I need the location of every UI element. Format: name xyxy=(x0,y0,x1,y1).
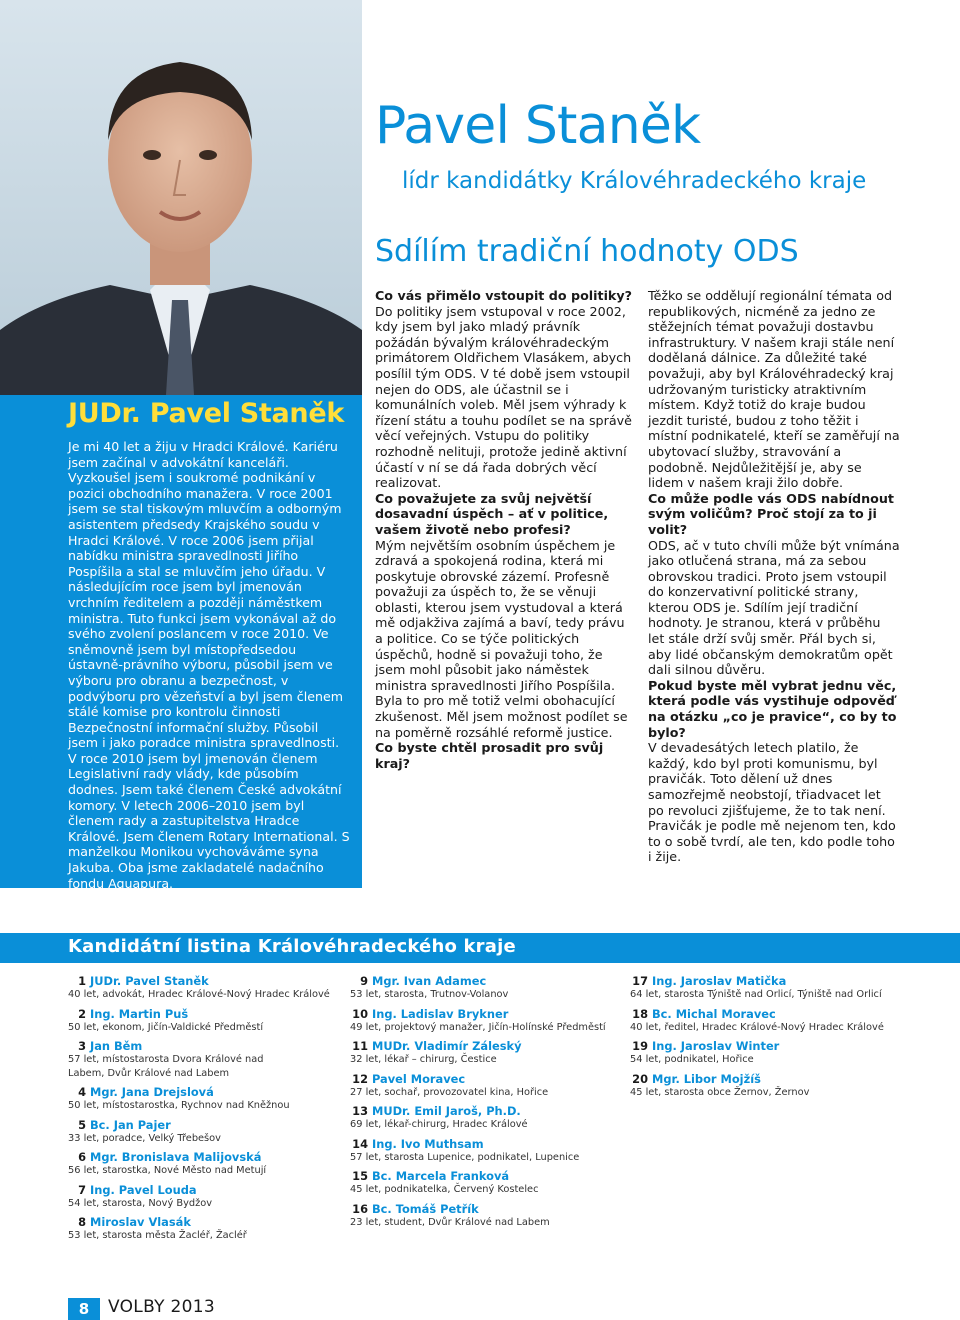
candidate-detail: 53 let, starosta, Trutnov-Volanov xyxy=(350,989,509,1000)
candidate-number: 10 xyxy=(352,1006,368,1021)
candidate-name: Ing. Ladislav Brykner xyxy=(372,1006,509,1021)
candidate-name: Ing. Martin Puš xyxy=(90,1006,189,1021)
interview-column-2 xyxy=(648,288,900,865)
candidate-number: 16 xyxy=(352,1201,368,1216)
candidate-item xyxy=(68,1183,348,1211)
candidate-item xyxy=(350,1137,620,1165)
candidate-detail: 49 let, projektový manažer, Jičín-Holínské Předměstí xyxy=(350,1021,606,1033)
candidate-detail: 50 let, ekonom, Jičín-Valdické Předměstí xyxy=(68,1021,264,1033)
bio-section xyxy=(68,398,350,891)
candidate-number: 7 xyxy=(78,1182,86,1197)
candidate-column-3 xyxy=(630,974,930,1104)
candidate-name: Bc. Tomáš Petřík xyxy=(372,1201,479,1216)
candidate-detail: 45 let, starosta obce Žernov, Žernov xyxy=(630,1086,810,1098)
candidate-number: 20 xyxy=(632,1071,648,1086)
candidate-item xyxy=(68,974,348,1002)
answer-5: V devadesátých letech platilo, že každý, kdo byl proti komunismu, byl pravičák. Toto dělení už dnes samozřejmě neobstojí, třiadvacet let po revoluci zjišťujeme, že to tak není. Pravičák je podle mě nejenom ten, kdo to o sobě tvrdí, ale ten, kdo podle toho i žije. xyxy=(648,740,896,865)
portrait-illustration xyxy=(0,0,362,395)
candidate-detail: 56 let, starostka, Nové Město nad Metují xyxy=(68,1165,267,1176)
candidate-name: Bc. Marcela Franková xyxy=(372,1169,510,1183)
candidate-name: Mgr. Ivan Adamec xyxy=(372,974,487,988)
candidate-item xyxy=(350,1202,620,1230)
candidate-name: Ing. Ivo Muthsam xyxy=(372,1136,484,1151)
candidate-number: 9 xyxy=(360,974,368,988)
candidate-detail: 64 let, starosta Týniště nad Orlicí, Týniště nad Orlicí xyxy=(630,989,882,1000)
candidate-item xyxy=(630,974,930,1002)
candidate-item xyxy=(68,1150,348,1178)
candidate-detail: 32 let, lékař – chirurg, Čestice xyxy=(350,1054,497,1065)
candidate-detail: 57 let, starosta Lupenice, podnikatel, Lupenice xyxy=(350,1151,580,1163)
candidate-name: Mgr. Libor Mojžíš xyxy=(652,1071,761,1086)
candidate-detail: 40 let, ředitel, Hradec Králové-Nový Hradec Králové xyxy=(630,1021,884,1033)
candidate-name: Bc. Michal Moravec xyxy=(652,1006,776,1021)
candidate-item xyxy=(630,1072,930,1100)
candidate-number: 3 xyxy=(78,1039,86,1053)
candidate-item xyxy=(68,1215,348,1243)
candidate-number: 8 xyxy=(78,1215,86,1229)
candidate-number: 5 xyxy=(78,1117,86,1132)
candidate-item xyxy=(68,1039,348,1080)
question-4: Co může podle vás ODS nabídnout svým voličům? Proč stojí za to ji volit? xyxy=(648,490,894,537)
footer-label: VOLBY 2013 xyxy=(108,1297,215,1317)
candidate-name: Pavel Moravec xyxy=(372,1071,466,1086)
question-3: Co byste chtěl prosadit pro svůj kraj? xyxy=(375,740,604,771)
candidate-detail: 57 let, místostarosta Dvora Králové nad Labem, Dvůr Králové nad Labem xyxy=(68,1054,264,1079)
candidate-name: Ing. Jaroslav Winter xyxy=(652,1039,780,1053)
candidate-number: 4 xyxy=(78,1085,86,1099)
candidate-number: 18 xyxy=(632,1006,648,1021)
question-2: Co považujete za svůj největší dosavadní úspěch – ať v politice, vašem životě nebo profesi? xyxy=(375,490,609,537)
candidate-detail: 54 let, starosta, Nový Bydžov xyxy=(68,1197,213,1209)
candidate-number: 2 xyxy=(78,1006,86,1021)
answer-3: Těžko se oddělují regionální témata od republikových, nicméně za jedno ze stěžejních témat považuji dostavbu infrastruktury. V našem kraji stále není dodělaná dálnice. Za důležité také považuji, aby byl Královéhradecký kraj udržovaným turisticky atraktivním místem. Když totiž do kraje budou jezdit turisté, budou z toho těžit i místní podnikatelé, kteří se zaměřují na ubytovací služby, stravování a podobně. Nejdůležitější je, aby se lidem v našem kraji žilo dobře. xyxy=(648,288,900,491)
candidate-detail: 45 let, podnikatelka, Červený Kostelec xyxy=(350,1184,539,1195)
interview-column-1 xyxy=(375,288,633,771)
candidate-name: Mgr. Bronislava Malijovská xyxy=(90,1150,262,1164)
candidate-detail: 69 let, lékař-chirurg, Hradec Králové xyxy=(350,1119,528,1130)
candidate-detail: 54 let, podnikatel, Hořice xyxy=(630,1054,754,1065)
candidate-item xyxy=(350,1104,620,1132)
candidate-name: Miroslav Vlasák xyxy=(90,1215,191,1229)
portrait-photo xyxy=(0,0,362,395)
candidate-item xyxy=(68,1085,348,1113)
candidate-name: Mgr. Jana Drejslová xyxy=(90,1085,214,1099)
candidate-number: 17 xyxy=(632,974,648,988)
bio-text: Je mi 40 let a žiju v Hradci Králové. Kariéru jsem začínal v advokátní kanceláři. Vyzkoušel jsem i soukromé podnikání v pozici obchodního manažera. V roce 2001 jsem se stal tiskovým mluvčím a odborným asistentem předsedy Krajského soudu v Hradci Králové. V roce 2006 jsem přijal nabídku ministra spravedlnosti Jiřího Pospíšila a stal se mluvčím jeho úřadu. V následujícím roce jsem byl jmenován vrchním ředitelem a později náměstkem ministra. Tuto funkci jsem vykonával až do svého zvolení poslancem v roce 2010. Ve sněmovně jsem byl místopředsedou ústavně-právního výboru, působil jsem ve výboru pro obranu a bezpečnost, v podvýboru pro vězeňství a byl jsem členem stálé komise pro kontrolu činnosti Bezpečnostní informační služby. Působil jsem i jako poradce ministra spravedlnosti. V roce 2010 jsem byl jmenován členem Legislativní rady vlády, kde působím dodnes. Jsem také členem České advokátní komory. V letech 2006–2010 jsem byl členem rady a zastupitelstva Hradce Králové. Jsem členem Rotary International. S manželkou Monikou vychováváme syna Jakuba. Oba jsme zakladatelé nadačního fondu Aquapura. xyxy=(68,439,350,891)
candidate-item xyxy=(350,1039,620,1067)
candidate-name: Ing. Jaroslav Matička xyxy=(652,974,787,988)
hero-subtitle: lídr kandidátky Královéhradeckého kraje xyxy=(402,168,867,194)
candidate-item xyxy=(350,1169,620,1197)
candidate-name: JUDr. Pavel Staněk xyxy=(90,974,209,988)
candidate-item xyxy=(350,1072,620,1100)
candidate-item xyxy=(350,1007,620,1035)
answer-1: Do politiky jsem vstupoval v roce 2002, kdy jsem byl jako mladý právník požádán bývalým královéhradeckým primátorem Oldřichem Vlasákem, abych posílil tým ODS. V té době jsem vstoupil nejen do ODS, ale účastnil se i komunálních voleb. Měl jsem výhrady k řízení státu a touhu podílet se na správě věcí veřejných. Vstupu do politiky rozhodně nelituji, protože jedině aktivní účastí v ní se dá řada dobrých věcí realizovat. xyxy=(375,303,632,491)
candidate-number: 11 xyxy=(352,1039,368,1053)
candidate-list-title: Kandidátní listina Královéhradeckého kraje xyxy=(68,936,516,957)
candidate-detail: 33 let, poradce, Velký Třebešov xyxy=(68,1132,221,1144)
candidate-item xyxy=(630,1007,930,1035)
candidate-number: 15 xyxy=(352,1169,368,1183)
interview-title: Sdílím tradiční hodnoty ODS xyxy=(375,234,799,269)
candidate-name: Bc. Jan Pajer xyxy=(90,1117,171,1132)
candidate-detail: 27 let, sochař, provozovatel kina, Hořice xyxy=(350,1086,549,1098)
candidate-detail: 53 let, starosta města Žacléř, Žacléř xyxy=(68,1230,247,1241)
answer-2: Mým největším osobním úspěchem je zdravá a spokojená rodina, která mi poskytuje obrovské zázemí. Profesně považuji za úspěch to, že se věnuji oblasti, kterou jsem vystudoval a která mě odjakživa zajímá a baví, tedy právu a politice. Co se týče politických úspěchů, hodně si považuji toho, že jsem mohl působit jako náměstek ministra spravedlnosti Jiřího Pospíšila. Byla to pro mě totiž velmi obohacující zkušenost. Měl jsem možnost podílet se na poměrně rozsáhlé reformě justice. xyxy=(375,537,628,740)
candidate-number: 12 xyxy=(352,1071,368,1086)
candidate-item xyxy=(68,1118,348,1146)
candidate-name: MUDr. Emil Jaroš, Ph.D. xyxy=(372,1104,521,1118)
candidate-column-1 xyxy=(68,974,348,1248)
candidate-name: Jan Běm xyxy=(90,1039,143,1053)
bio-title: JUDr. Pavel Staněk xyxy=(68,398,345,429)
candidate-number: 19 xyxy=(632,1039,648,1053)
question-1: Co vás přimělo vstoupit do politiky? xyxy=(375,288,632,303)
candidate-number: 1 xyxy=(78,974,86,988)
page-number: 8 xyxy=(68,1298,100,1320)
candidate-name: MUDr. Vladimír Záleský xyxy=(372,1039,522,1053)
candidate-number: 6 xyxy=(78,1150,86,1164)
question-5: Pokud byste měl vybrat jednu věc, která podle vás vystihuje odpověď na otázku „co je pravice“, co by to bylo? xyxy=(648,677,897,740)
candidate-number: 14 xyxy=(352,1136,368,1151)
candidate-name: Ing. Pavel Louda xyxy=(90,1182,197,1197)
candidate-number: 13 xyxy=(352,1104,368,1118)
candidate-detail: 50 let, místostarostka, Rychnov nad Kněžnou xyxy=(68,1100,290,1111)
candidate-detail: 23 let, student, Dvůr Králové nad Labem xyxy=(350,1216,550,1228)
answer-4: ODS, ač v tuto chvíli může být vnímána jako otlučená strana, má za sebou obrovskou tradici. Proto jsem vstoupil do konzervativní politické strany, kterou ODS je. Sdílím její tradiční hodnoty. Je stranou, která v průběhu let stále drží svůj směr. Přál bych si, aby lidé občanským demokratům opět dali silnou důvěru. xyxy=(648,537,900,678)
candidate-detail: 40 let, advokát, Hradec Králové-Nový Hradec Králové xyxy=(68,989,330,1000)
candidate-item xyxy=(350,974,620,1002)
candidate-column-2 xyxy=(350,974,620,1234)
hero-name: Pavel Staněk xyxy=(375,96,701,156)
candidate-item xyxy=(68,1007,348,1035)
candidate-item xyxy=(630,1039,930,1067)
